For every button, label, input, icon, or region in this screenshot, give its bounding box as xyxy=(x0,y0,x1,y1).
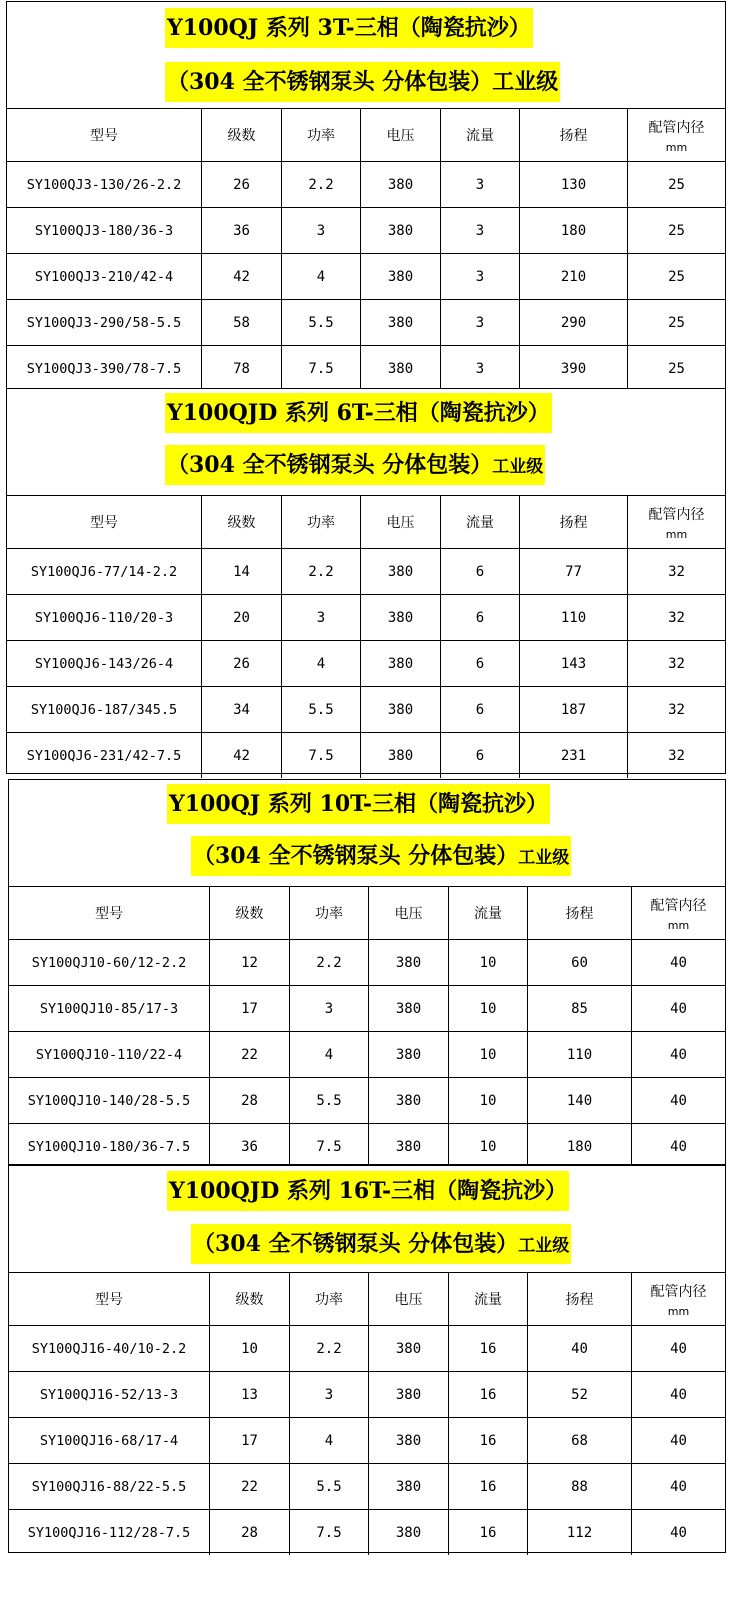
cell-head: 390 xyxy=(520,346,628,392)
cell-head: 210 xyxy=(520,254,628,300)
cell-head: 77 xyxy=(520,549,628,595)
cell-voltage: 380 xyxy=(361,687,441,733)
header-pipe-unit: mm xyxy=(665,527,688,541)
cell-pipe: 32 xyxy=(628,733,726,779)
cell-head: 60 xyxy=(528,940,632,986)
header-pipe-label: 配管内径 xyxy=(648,119,705,136)
spec-table xyxy=(7,496,725,778)
title-line-1: Y100QJD 系列 16T-三相（陶瓷抗沙） xyxy=(167,1171,569,1211)
cell-pipe: 25 xyxy=(628,300,726,346)
cell-voltage: 380 xyxy=(361,595,441,641)
cell-model: SY100QJ3-390/78-7.5 xyxy=(7,346,202,392)
cell-model: SY100QJ10-180/36-7.5 xyxy=(9,1124,210,1170)
header-voltage: 电压 xyxy=(369,1273,449,1326)
cell-voltage: 380 xyxy=(361,641,441,687)
cell-pipe: 25 xyxy=(628,162,726,208)
header-head: 扬程 xyxy=(520,496,628,549)
cell-voltage: 380 xyxy=(369,1372,449,1418)
cell-model: SY100QJ6-77/14-2.2 xyxy=(7,549,202,595)
header-power: 功率 xyxy=(290,887,369,940)
title-line-2: （304 全不锈钢泵头 分体包装）工业级 xyxy=(191,836,571,876)
cell-pipe: 40 xyxy=(632,1464,726,1510)
cell-stages: 78 xyxy=(202,346,282,392)
cell-pipe: 40 xyxy=(632,1032,726,1078)
cell-stages: 17 xyxy=(210,1418,290,1464)
header-pipe xyxy=(628,496,726,549)
header-stages: 级数 xyxy=(210,1273,290,1326)
cell-flow: 10 xyxy=(449,940,528,986)
cell-flow: 6 xyxy=(441,733,520,779)
cell-stages: 36 xyxy=(210,1124,290,1170)
title-line-1: Y100QJD 系列 6T-三相（陶瓷抗沙） xyxy=(165,393,552,433)
cell-power: 7.5 xyxy=(282,346,361,392)
header-pipe-unit: mm xyxy=(667,1304,690,1318)
cell-power: 3 xyxy=(282,595,361,641)
table-row xyxy=(7,346,725,392)
spec-table-16t xyxy=(8,1165,726,1553)
cell-stages: 42 xyxy=(202,733,282,779)
cell-stages: 22 xyxy=(210,1032,290,1078)
section-title xyxy=(9,1166,725,1273)
table-row xyxy=(7,687,725,733)
cell-power: 4 xyxy=(282,641,361,687)
header-pipe-unit: mm xyxy=(665,140,688,154)
cell-power: 2.2 xyxy=(290,1326,369,1372)
table-row xyxy=(9,1464,725,1510)
cell-power: 5.5 xyxy=(290,1078,369,1124)
header-flow: 流量 xyxy=(449,1273,528,1326)
table-row xyxy=(7,300,725,346)
cell-voltage: 380 xyxy=(361,162,441,208)
cell-model: SY100QJ3-130/26-2.2 xyxy=(7,162,202,208)
table-row xyxy=(9,1124,725,1170)
cell-pipe: 32 xyxy=(628,641,726,687)
cell-voltage: 380 xyxy=(369,1032,449,1078)
cell-pipe: 25 xyxy=(628,346,726,392)
table-row xyxy=(9,1078,725,1124)
cell-stages: 42 xyxy=(202,254,282,300)
title-line-2: （304 全不锈钢泵头 分体包装）工业级 xyxy=(191,1224,571,1264)
cell-pipe: 32 xyxy=(628,549,726,595)
table-row xyxy=(9,1418,725,1464)
header-row xyxy=(7,496,725,549)
header-power: 功率 xyxy=(282,496,361,549)
cell-flow: 6 xyxy=(441,595,520,641)
title-line-1: Y100QJ 系列 3T-三相（陶瓷抗沙） xyxy=(165,8,533,48)
cell-head: 40 xyxy=(528,1326,632,1372)
header-row xyxy=(9,887,725,940)
cell-model: SY100QJ6-231/42-7.5 xyxy=(7,733,202,779)
cell-model: SY100QJ16-52/13-3 xyxy=(9,1372,210,1418)
cell-head: 52 xyxy=(528,1372,632,1418)
cell-flow: 10 xyxy=(449,986,528,1032)
table-row xyxy=(7,733,725,779)
header-flow: 流量 xyxy=(441,109,520,162)
header-model: 型号 xyxy=(7,496,202,549)
header-model: 型号 xyxy=(9,887,210,940)
header-power: 功率 xyxy=(282,109,361,162)
cell-flow: 3 xyxy=(441,254,520,300)
cell-stages: 26 xyxy=(202,641,282,687)
cell-power: 4 xyxy=(282,254,361,300)
cell-head: 231 xyxy=(520,733,628,779)
cell-power: 2.2 xyxy=(282,549,361,595)
cell-head: 180 xyxy=(520,208,628,254)
cell-flow: 10 xyxy=(449,1032,528,1078)
cell-voltage: 380 xyxy=(369,1418,449,1464)
cell-model: SY100QJ16-40/10-2.2 xyxy=(9,1326,210,1372)
cell-voltage: 380 xyxy=(369,1510,449,1556)
cell-pipe: 40 xyxy=(632,940,726,986)
cell-stages: 22 xyxy=(210,1464,290,1510)
cell-model: SY100QJ10-140/28-5.5 xyxy=(9,1078,210,1124)
header-stages: 级数 xyxy=(202,109,282,162)
cell-model: SY100QJ3-290/58-5.5 xyxy=(7,300,202,346)
cell-flow: 6 xyxy=(441,641,520,687)
header-stages: 级数 xyxy=(210,887,290,940)
header-voltage: 电压 xyxy=(361,496,441,549)
section-title xyxy=(7,2,725,109)
cell-flow: 3 xyxy=(441,162,520,208)
cell-flow: 10 xyxy=(449,1078,528,1124)
cell-stages: 36 xyxy=(202,208,282,254)
title-line-2: （304 全不锈钢泵头 分体包装）工业级 xyxy=(165,62,560,102)
section-title xyxy=(7,389,725,496)
cell-flow: 16 xyxy=(449,1464,528,1510)
cell-pipe: 25 xyxy=(628,254,726,300)
table-row xyxy=(9,940,725,986)
cell-stages: 58 xyxy=(202,300,282,346)
cell-power: 7.5 xyxy=(282,733,361,779)
header-voltage: 电压 xyxy=(369,887,449,940)
title-line-2: （304 全不锈钢泵头 分体包装）工业级 xyxy=(165,445,545,485)
cell-pipe: 40 xyxy=(632,986,726,1032)
cell-stages: 10 xyxy=(210,1326,290,1372)
header-flow: 流量 xyxy=(449,887,528,940)
spec-table xyxy=(9,887,725,1169)
cell-pipe: 40 xyxy=(632,1418,726,1464)
cell-voltage: 380 xyxy=(369,1124,449,1170)
cell-power: 4 xyxy=(290,1032,369,1078)
cell-pipe: 40 xyxy=(632,1078,726,1124)
cell-head: 180 xyxy=(528,1124,632,1170)
header-row xyxy=(9,1273,725,1326)
table-row xyxy=(9,1032,725,1078)
header-pipe xyxy=(632,1273,726,1326)
header-pipe xyxy=(628,109,726,162)
cell-head: 88 xyxy=(528,1464,632,1510)
table-row xyxy=(7,549,725,595)
cell-stages: 20 xyxy=(202,595,282,641)
cell-model: SY100QJ16-88/22-5.5 xyxy=(9,1464,210,1510)
header-stages: 级数 xyxy=(202,496,282,549)
cell-flow: 6 xyxy=(441,549,520,595)
header-model: 型号 xyxy=(9,1273,210,1326)
cell-power: 4 xyxy=(290,1418,369,1464)
cell-pipe: 40 xyxy=(632,1372,726,1418)
cell-stages: 13 xyxy=(210,1372,290,1418)
cell-power: 5.5 xyxy=(290,1464,369,1510)
cell-power: 7.5 xyxy=(290,1124,369,1170)
cell-model: SY100QJ10-85/17-3 xyxy=(9,986,210,1032)
cell-head: 130 xyxy=(520,162,628,208)
cell-stages: 28 xyxy=(210,1078,290,1124)
cell-stages: 26 xyxy=(202,162,282,208)
table-row xyxy=(7,208,725,254)
header-pipe xyxy=(632,887,726,940)
spec-table-6t xyxy=(6,388,726,774)
header-row xyxy=(7,109,725,162)
table-row xyxy=(9,986,725,1032)
cell-model: SY100QJ16-68/17-4 xyxy=(9,1418,210,1464)
cell-voltage: 380 xyxy=(361,254,441,300)
spec-table-3t xyxy=(6,1,726,389)
cell-model: SY100QJ3-180/36-3 xyxy=(7,208,202,254)
table-row xyxy=(7,254,725,300)
section-title xyxy=(9,780,725,887)
cell-voltage: 380 xyxy=(361,549,441,595)
cell-pipe: 32 xyxy=(628,595,726,641)
header-model: 型号 xyxy=(7,109,202,162)
cell-stages: 12 xyxy=(210,940,290,986)
header-head: 扬程 xyxy=(528,1273,632,1326)
cell-power: 2.2 xyxy=(290,940,369,986)
cell-voltage: 380 xyxy=(369,1078,449,1124)
cell-voltage: 380 xyxy=(361,346,441,392)
header-pipe-label: 配管内径 xyxy=(650,1283,707,1300)
cell-power: 7.5 xyxy=(290,1510,369,1556)
table-row xyxy=(7,162,725,208)
cell-head: 110 xyxy=(520,595,628,641)
cell-model: SY100QJ10-110/22-4 xyxy=(9,1032,210,1078)
cell-power: 5.5 xyxy=(282,300,361,346)
cell-voltage: 380 xyxy=(369,986,449,1032)
cell-head: 110 xyxy=(528,1032,632,1078)
header-head: 扬程 xyxy=(528,887,632,940)
header-power: 功率 xyxy=(290,1273,369,1326)
cell-voltage: 380 xyxy=(361,733,441,779)
cell-pipe: 25 xyxy=(628,208,726,254)
cell-model: SY100QJ3-210/42-4 xyxy=(7,254,202,300)
cell-power: 3 xyxy=(282,208,361,254)
cell-power: 3 xyxy=(290,1372,369,1418)
spec-table xyxy=(9,1273,725,1555)
cell-flow: 3 xyxy=(441,208,520,254)
spec-table-10t xyxy=(8,779,726,1165)
table-row xyxy=(7,595,725,641)
cell-voltage: 380 xyxy=(361,208,441,254)
header-flow: 流量 xyxy=(441,496,520,549)
table-row xyxy=(9,1510,725,1556)
cell-flow: 6 xyxy=(441,687,520,733)
cell-voltage: 380 xyxy=(369,1464,449,1510)
header-pipe-label: 配管内径 xyxy=(648,506,705,523)
cell-voltage: 380 xyxy=(369,1326,449,1372)
cell-head: 85 xyxy=(528,986,632,1032)
cell-stages: 28 xyxy=(210,1510,290,1556)
cell-head: 143 xyxy=(520,641,628,687)
cell-stages: 34 xyxy=(202,687,282,733)
table-row xyxy=(9,1326,725,1372)
table-row xyxy=(7,641,725,687)
header-head: 扬程 xyxy=(520,109,628,162)
cell-head: 290 xyxy=(520,300,628,346)
cell-voltage: 380 xyxy=(361,300,441,346)
cell-pipe: 40 xyxy=(632,1326,726,1372)
cell-stages: 17 xyxy=(210,986,290,1032)
cell-model: SY100QJ6-110/20-3 xyxy=(7,595,202,641)
cell-stages: 14 xyxy=(202,549,282,595)
cell-power: 5.5 xyxy=(282,687,361,733)
cell-flow: 16 xyxy=(449,1418,528,1464)
cell-head: 140 xyxy=(528,1078,632,1124)
cell-flow: 3 xyxy=(441,346,520,392)
cell-head: 112 xyxy=(528,1510,632,1556)
cell-flow: 16 xyxy=(449,1326,528,1372)
header-pipe-label: 配管内径 xyxy=(650,897,707,914)
cell-head: 68 xyxy=(528,1418,632,1464)
cell-power: 3 xyxy=(290,986,369,1032)
cell-flow: 16 xyxy=(449,1372,528,1418)
cell-model: SY100QJ10-60/12-2.2 xyxy=(9,940,210,986)
cell-flow: 3 xyxy=(441,300,520,346)
cell-pipe: 32 xyxy=(628,687,726,733)
cell-flow: 16 xyxy=(449,1510,528,1556)
cell-pipe: 40 xyxy=(632,1124,726,1170)
cell-power: 2.2 xyxy=(282,162,361,208)
cell-model: SY100QJ6-187/345.5 xyxy=(7,687,202,733)
table-row xyxy=(9,1372,725,1418)
cell-voltage: 380 xyxy=(369,940,449,986)
spec-table xyxy=(7,109,725,391)
cell-pipe: 40 xyxy=(632,1510,726,1556)
title-line-1: Y100QJ 系列 10T-三相（陶瓷抗沙） xyxy=(167,784,550,824)
header-pipe-unit: mm xyxy=(667,918,690,932)
cell-model: SY100QJ6-143/26-4 xyxy=(7,641,202,687)
cell-head: 187 xyxy=(520,687,628,733)
cell-flow: 10 xyxy=(449,1124,528,1170)
header-voltage: 电压 xyxy=(361,109,441,162)
cell-model: SY100QJ16-112/28-7.5 xyxy=(9,1510,210,1556)
